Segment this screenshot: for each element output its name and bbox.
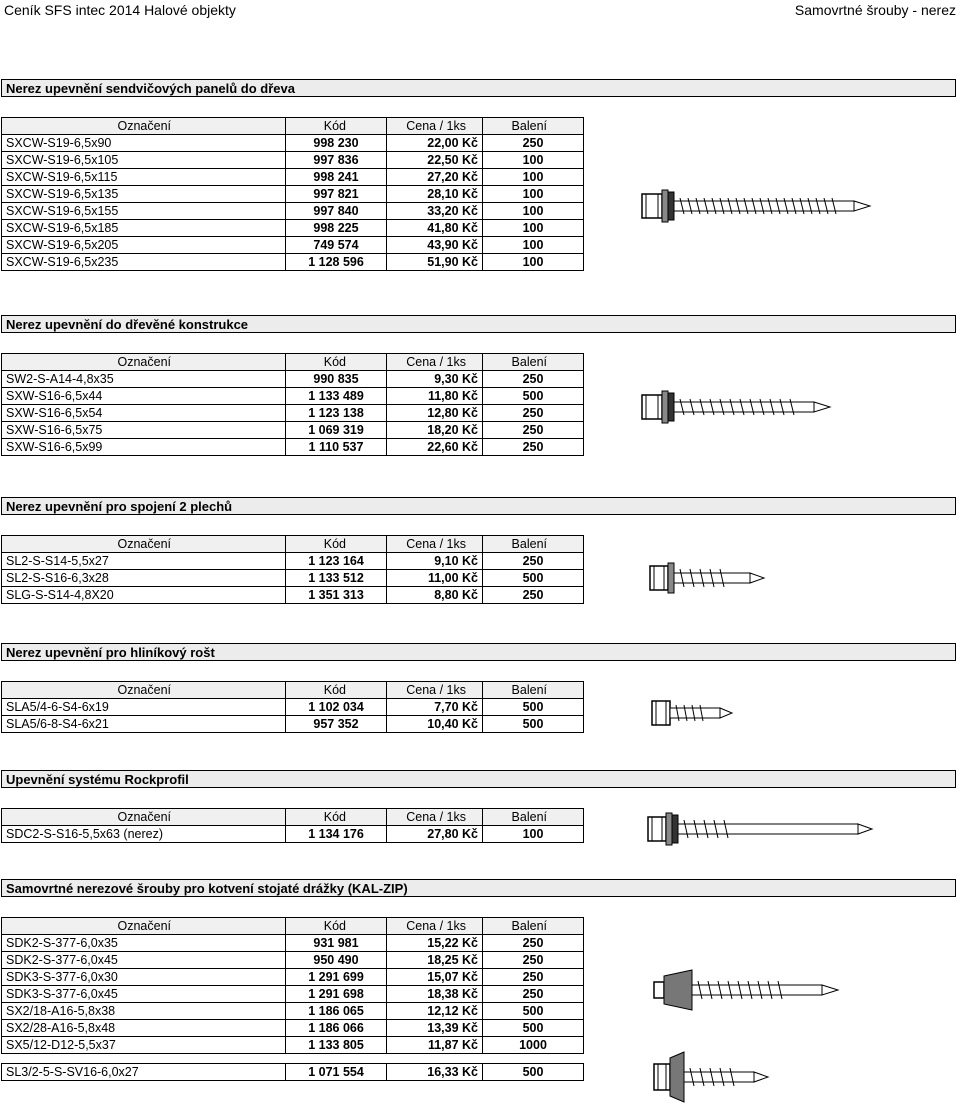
table-row (2, 220, 584, 237)
product-code: 998 230 (286, 135, 387, 152)
column-header-baleni: Balení (483, 118, 584, 135)
package-qty: 250 (483, 553, 584, 570)
table-row (2, 1003, 584, 1020)
product-code: 1 291 698 (286, 986, 387, 1003)
column-header-kod: Kód (286, 809, 387, 826)
product-code: 1 123 164 (286, 553, 387, 570)
table-row (2, 1020, 584, 1037)
product-designation: SLA5/4-6-S4-6x19 (2, 699, 286, 716)
package-qty: 250 (483, 587, 584, 604)
unit-price: 8,80 Kč (387, 587, 483, 604)
column-header-oznaceni: Označení (2, 918, 286, 935)
product-code: 1 069 319 (286, 422, 387, 439)
column-header-cena: Cena / 1ks (387, 354, 483, 371)
package-qty: 500 (483, 388, 584, 405)
package-qty: 1000 (483, 1037, 584, 1054)
product-code: 990 835 (286, 371, 387, 388)
product-code: 1 110 537 (286, 439, 387, 456)
product-designation: SX2/18-A16-5,8x38 (2, 1003, 286, 1020)
package-qty: 100 (483, 186, 584, 203)
screw-sla-icon (650, 696, 740, 730)
table-row (2, 237, 584, 254)
unit-price: 12,80 Kč (387, 405, 483, 422)
screw-sxcw-icon (640, 186, 880, 226)
table-row (2, 405, 584, 422)
unit-price: 10,40 Kč (387, 716, 483, 733)
product-code: 1 128 596 (286, 254, 387, 271)
product-code: 931 981 (286, 935, 387, 952)
product-code: 749 574 (286, 237, 387, 254)
table-header-row (2, 536, 584, 553)
column-header-cena: Cena / 1ks (387, 918, 483, 935)
spacer-cell (483, 1054, 584, 1064)
product-code: 997 836 (286, 152, 387, 169)
unit-price: 41,80 Kč (387, 220, 483, 237)
table-row (2, 1037, 584, 1054)
product-designation: SXCW-S19-6,5x115 (2, 169, 286, 186)
table-header-row (2, 918, 584, 935)
section-title: Samovrtné nerezové šrouby pro kotvení stojaté drážky (KAL-ZIP) (1, 879, 956, 897)
table-row (2, 716, 584, 733)
product-code: 997 821 (286, 186, 387, 203)
spacer-cell (387, 1054, 483, 1064)
product-designation: SX2/28-A16-5,8x48 (2, 1020, 286, 1037)
screw-sl3-icon (650, 1050, 780, 1104)
table-row (2, 254, 584, 271)
unit-price: 11,87 Kč (387, 1037, 483, 1054)
package-qty: 250 (483, 935, 584, 952)
unit-price: 7,70 Kč (387, 699, 483, 716)
column-header-baleni: Balení (483, 809, 584, 826)
table-row (2, 203, 584, 220)
product-code: 1 186 066 (286, 1020, 387, 1037)
section-title: Nerez upevnění pro hliníkový rošt (1, 643, 956, 661)
spacer-cell (286, 1054, 387, 1064)
product-designation: SXCW-S19-6,5x205 (2, 237, 286, 254)
unit-price: 22,60 Kč (387, 439, 483, 456)
row-spacer (2, 1054, 584, 1064)
price-table (1, 353, 584, 456)
product-designation: SXW-S16-6,5x75 (2, 422, 286, 439)
column-header-kod: Kód (286, 118, 387, 135)
section-title: Upevnění systému Rockprofil (1, 770, 956, 788)
product-designation: SXCW-S19-6,5x235 (2, 254, 286, 271)
spacer-cell (2, 1054, 286, 1064)
header-right: Samovrtné šrouby - nerez (794, 2, 956, 18)
package-qty: 250 (483, 422, 584, 439)
product-code: 1 351 313 (286, 587, 387, 604)
table-header-row (2, 354, 584, 371)
unit-price: 13,39 Kč (387, 1020, 483, 1037)
column-header-oznaceni: Označení (2, 809, 286, 826)
package-qty: 100 (483, 203, 584, 220)
column-header-oznaceni: Označení (2, 536, 286, 553)
price-table (1, 808, 584, 843)
table-row (2, 952, 584, 969)
column-header-oznaceni: Označení (2, 118, 286, 135)
table-header-row (2, 118, 584, 135)
product-designation: SXCW-S19-6,5x155 (2, 203, 286, 220)
product-designation: SDC2-S-S16-5,5x63 (nerez) (2, 826, 286, 843)
product-designation: SLG-S-S14-4,8X20 (2, 587, 286, 604)
product-designation: SXW-S16-6,5x54 (2, 405, 286, 422)
table-row (2, 826, 584, 843)
product-code: 1 133 805 (286, 1037, 387, 1054)
unit-price: 11,00 Kč (387, 570, 483, 587)
product-designation: SL2-S-S14-5,5x27 (2, 553, 286, 570)
unit-price: 51,90 Kč (387, 254, 483, 271)
unit-price: 27,80 Kč (387, 826, 483, 843)
table-row (2, 422, 584, 439)
unit-price: 16,33 Kč (387, 1064, 483, 1081)
product-designation: SDK3-S-377-6,0x45 (2, 986, 286, 1003)
column-header-kod: Kód (286, 536, 387, 553)
product-code: 1 134 176 (286, 826, 387, 843)
table-row (2, 1064, 584, 1081)
package-qty: 100 (483, 237, 584, 254)
product-designation: SLA5/6-8-S4-6x21 (2, 716, 286, 733)
column-header-cena: Cena / 1ks (387, 682, 483, 699)
table-row (2, 587, 584, 604)
product-code: 1 186 065 (286, 1003, 387, 1020)
unit-price: 11,80 Kč (387, 388, 483, 405)
package-qty: 250 (483, 405, 584, 422)
table-row (2, 935, 584, 952)
unit-price: 18,25 Kč (387, 952, 483, 969)
package-qty: 250 (483, 439, 584, 456)
page-header (0, 0, 960, 20)
table-header-row (2, 682, 584, 699)
column-header-kod: Kód (286, 354, 387, 371)
table-row (2, 986, 584, 1003)
unit-price: 15,07 Kč (387, 969, 483, 986)
product-designation: SDK2-S-377-6,0x35 (2, 935, 286, 952)
product-designation: SL2-S-S16-6,3x28 (2, 570, 286, 587)
product-designation: SX5/12-D12-5,5x37 (2, 1037, 286, 1054)
unit-price: 15,22 Kč (387, 935, 483, 952)
table-row (2, 570, 584, 587)
product-code: 1 071 554 (286, 1064, 387, 1081)
package-qty: 500 (483, 570, 584, 587)
section-title: Nerez upevnění do dřevěné konstrukce (1, 315, 956, 333)
unit-price: 33,20 Kč (387, 203, 483, 220)
product-code: 1 133 512 (286, 570, 387, 587)
package-qty: 100 (483, 152, 584, 169)
table-row (2, 439, 584, 456)
package-qty: 100 (483, 254, 584, 271)
unit-price: 28,10 Kč (387, 186, 483, 203)
unit-price: 22,00 Kč (387, 135, 483, 152)
unit-price: 22,50 Kč (387, 152, 483, 169)
column-header-baleni: Balení (483, 354, 584, 371)
column-header-cena: Cena / 1ks (387, 536, 483, 553)
price-table (1, 681, 584, 733)
product-designation: SXCW-S19-6,5x135 (2, 186, 286, 203)
package-qty: 100 (483, 826, 584, 843)
table-row (2, 699, 584, 716)
column-header-baleni: Balení (483, 536, 584, 553)
product-code: 1 102 034 (286, 699, 387, 716)
product-designation: SDK2-S-377-6,0x45 (2, 952, 286, 969)
column-header-cena: Cena / 1ks (387, 118, 483, 135)
package-qty: 250 (483, 371, 584, 388)
package-qty: 250 (483, 986, 584, 1003)
column-header-baleni: Balení (483, 682, 584, 699)
table-row (2, 969, 584, 986)
table-header-row (2, 809, 584, 826)
product-code: 1 291 699 (286, 969, 387, 986)
unit-price: 43,90 Kč (387, 237, 483, 254)
section-title: Nerez upevnění pro spojení 2 plechů (1, 497, 956, 515)
product-designation: SW2-S-A14-4,8x35 (2, 371, 286, 388)
table-row (2, 371, 584, 388)
package-qty: 500 (483, 1003, 584, 1020)
product-code: 998 225 (286, 220, 387, 237)
unit-price: 18,20 Kč (387, 422, 483, 439)
product-code: 1 123 138 (286, 405, 387, 422)
column-header-kod: Kód (286, 682, 387, 699)
column-header-oznaceni: Označení (2, 354, 286, 371)
table-row (2, 186, 584, 203)
column-header-kod: Kód (286, 918, 387, 935)
column-header-oznaceni: Označení (2, 682, 286, 699)
package-qty: 250 (483, 952, 584, 969)
package-qty: 250 (483, 135, 584, 152)
package-qty: 100 (483, 169, 584, 186)
section-title: Nerez upevnění sendvičových panelů do dřeva (1, 79, 956, 97)
product-code: 998 241 (286, 169, 387, 186)
table-row (2, 553, 584, 570)
table-row (2, 152, 584, 169)
screw-sl2-icon (648, 558, 768, 598)
package-qty: 100 (483, 220, 584, 237)
product-code: 1 133 489 (286, 388, 387, 405)
table-row (2, 135, 584, 152)
price-table (1, 117, 584, 271)
product-code: 997 840 (286, 203, 387, 220)
product-designation: SXCW-S19-6,5x90 (2, 135, 286, 152)
product-designation: SXW-S16-6,5x99 (2, 439, 286, 456)
product-code: 950 490 (286, 952, 387, 969)
product-designation: SXCW-S19-6,5x185 (2, 220, 286, 237)
unit-price: 9,30 Kč (387, 371, 483, 388)
unit-price: 9,10 Kč (387, 553, 483, 570)
product-designation: SL3/2-5-S-SV16-6,0x27 (2, 1064, 286, 1081)
header-left: Ceník SFS intec 2014 Halové objekty (4, 2, 236, 18)
column-header-baleni: Balení (483, 918, 584, 935)
product-code: 957 352 (286, 716, 387, 733)
price-table (1, 535, 584, 604)
screw-sdk-icon (652, 968, 852, 1012)
unit-price: 18,38 Kč (387, 986, 483, 1003)
package-qty: 500 (483, 1020, 584, 1037)
screw-sxw-icon (640, 387, 840, 427)
screw-sdc2-icon (646, 809, 876, 849)
unit-price: 12,12 Kč (387, 1003, 483, 1020)
unit-price: 27,20 Kč (387, 169, 483, 186)
product-designation: SDK3-S-377-6,0x30 (2, 969, 286, 986)
table-row (2, 388, 584, 405)
table-row (2, 169, 584, 186)
product-designation: SXCW-S19-6,5x105 (2, 152, 286, 169)
column-header-cena: Cena / 1ks (387, 809, 483, 826)
price-table (1, 917, 584, 1081)
package-qty: 250 (483, 969, 584, 986)
package-qty: 500 (483, 1064, 584, 1081)
package-qty: 500 (483, 716, 584, 733)
product-designation: SXW-S16-6,5x44 (2, 388, 286, 405)
package-qty: 500 (483, 699, 584, 716)
